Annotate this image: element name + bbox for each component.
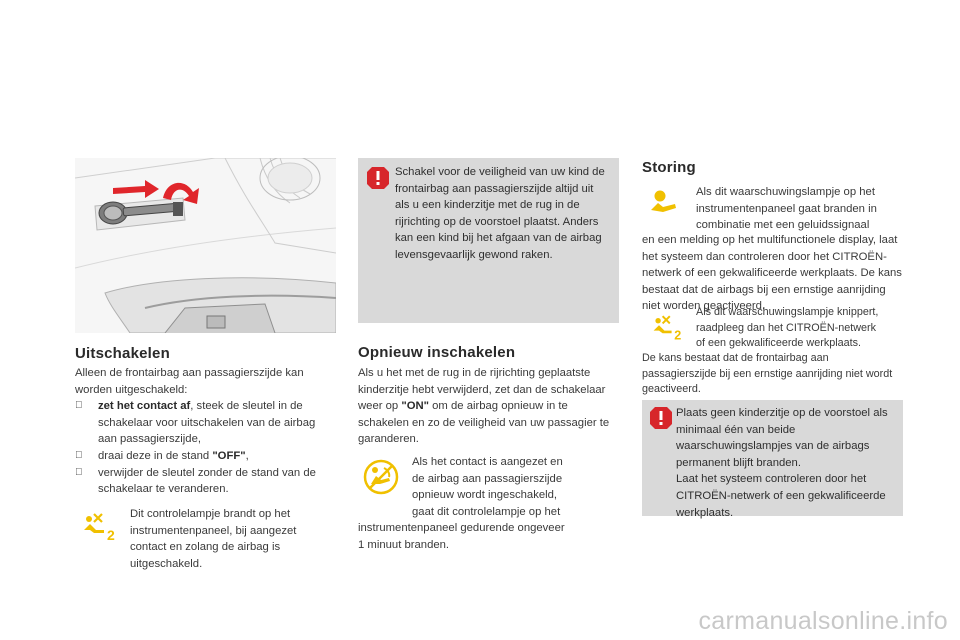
- bold-phrase: zet het contact af: [98, 400, 191, 413]
- list-item-text: , steek de sleutel in de schakelaar voor uitschakelen van de airbag aan passagierszijde,: [98, 400, 316, 446]
- svg-text:2: 2: [674, 328, 682, 342]
- paragraph-text: Als u het met de rug in de rijrichting geplaatste kinderzitje hebt verwijderd, zet dan de schakelaar weer op: [358, 367, 606, 413]
- uitschakelen-content: [75, 365, 337, 498]
- warning-exclamation-icon: [367, 167, 389, 189]
- paragraph-text: om de airbag opnieuw in te schakelen en zo de veiligheid van uw passagier te garanderen.: [358, 400, 610, 446]
- list-item: [75, 398, 337, 448]
- blink-lamp-text-top: [696, 305, 908, 352]
- svg-text:2: 2: [107, 527, 115, 542]
- lamp-on-line: de airbag aan passagierszijde: [412, 472, 563, 485]
- bullet-marker: [75, 465, 83, 482]
- section-heading-opnieuw-inschakelen: Opnieuw inschakelen: [358, 344, 516, 361]
- reactivate-paragraph: [358, 365, 620, 448]
- lamp-on-description-bottom: [358, 520, 620, 553]
- list-item-text: ,: [245, 449, 249, 462]
- airbag-switch-illustration: [75, 158, 336, 333]
- blink-line: Als dit waarschuwingslampje knippert,: [696, 306, 879, 318]
- list-item: [75, 465, 337, 498]
- fault-warning-text: Plaats geen kinderzitje op de voorstoel als minimaal één van beide waarschuwingslampjes van de airbags permanent blijft branden. Laat het systeem controleren door het CITROËN-netwerk of een gekwalificeerde werkplaats.: [676, 407, 888, 519]
- lamp-on-line: instrumentenpaneel gedurende ongeveer: [358, 522, 565, 534]
- section-heading-uitschakelen: Uitschakelen: [75, 345, 170, 362]
- blink-line: of een gekwalificeerde werkplaats.: [696, 337, 862, 349]
- lamp-on-line: 1 minuut branden.: [358, 538, 450, 551]
- bold-phrase: "OFF": [212, 449, 246, 462]
- list-item-text: draai deze in de stand: [98, 449, 213, 462]
- lamp-on-line: Als het contact is aangezet en: [412, 456, 563, 468]
- bold-phrase: "ON": [401, 400, 430, 413]
- fault-warning-box: [642, 400, 903, 519]
- lamp-on-line: gaat dit controlelampje op het: [412, 505, 561, 518]
- lamp-on-line: opnieuw wordt ingeschakeld,: [412, 489, 558, 502]
- bullet-marker: [75, 448, 83, 465]
- lamp-on-description-top: [412, 454, 622, 520]
- dashboard-drawing: [75, 158, 336, 333]
- fault-line: combinatie met een geluidssignaal: [696, 219, 870, 232]
- bullet-marker: [75, 398, 83, 415]
- airbag-fault-lamp-icon: [648, 188, 678, 218]
- watermark: carmanualsonline.info: [698, 607, 948, 635]
- airbag-on-lamp-icon: [362, 458, 400, 496]
- lamp-off-description: Dit controlelampje brandt op het instrumentenpaneel, bij aangezet contact en zolang de airbag is uitgeschakeld.: [130, 508, 297, 570]
- fault-line: instrumentenpaneel gaat branden in: [696, 202, 877, 215]
- list-item: [75, 448, 337, 465]
- fault-lamp-text-rest: en een melding op het multifunctionele display, laat het systeem dan controleren door het CITROËN-netwerk of een gekwalificeerde werkplaats. De kans bestaat dat de airbags bij een ernstige aanrijding niet worden geactiveerd.: [642, 234, 902, 313]
- blink-line: raadpleeg dan het CITROËN-netwerk: [696, 321, 877, 334]
- child-seat-warning-text: Schakel voor de veiligheid van uw kind de frontairbag aan passagierszijde altijd uit als u een kinderzitje met de rug in de rijrichting op de voorstoel plaatst. Anders kan een kind bij het afgaan van de airbag levensgevaarlijk gewond raken.: [395, 166, 605, 261]
- warning-exclamation-icon: [650, 407, 672, 429]
- child-seat-warning-box: [358, 158, 619, 323]
- airbag-off-lamp-icon: [650, 312, 686, 342]
- blink-lamp-text-rest: De kans bestaat dat de frontairbag aan passagierszijde bij een ernstige aanrijding niet wordt geactiveerd.: [642, 352, 893, 395]
- section-heading-storing: Storing: [642, 159, 696, 176]
- fault-lamp-text-top: [696, 184, 906, 234]
- intro-text: Alleen de frontairbag aan passagierszijde kan worden uitgeschakeld:: [75, 367, 304, 396]
- airbag-off-lamp-icon: [80, 510, 120, 542]
- list-item-text: verwijder de sleutel zonder de stand van de schakelaar te veranderen.: [98, 466, 316, 496]
- fault-line: Als dit waarschuwingslampje op het: [696, 186, 875, 198]
